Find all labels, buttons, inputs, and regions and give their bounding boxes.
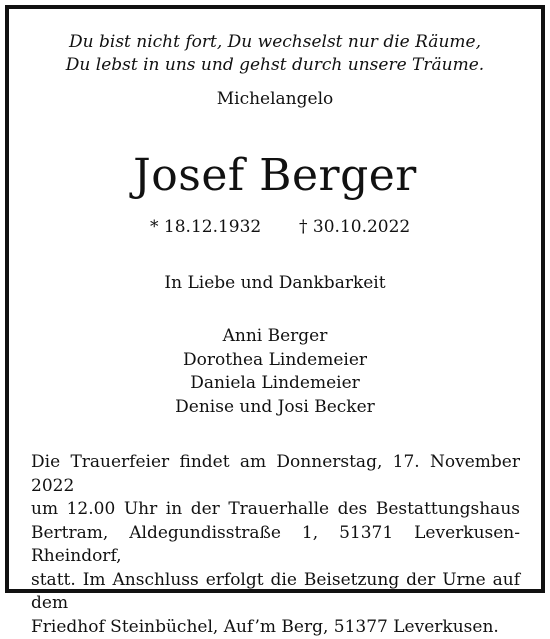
funeral-notice [31, 451, 520, 639]
gratitude-line: In Liebe und Dankbarkeit [0, 273, 550, 293]
mourner-name: Daniela Lindemeier [0, 372, 550, 396]
birth-date: * 18.12.1932 [150, 217, 261, 237]
mourner-name: Anni Berger [0, 325, 550, 349]
quote-line-1: Du bist nicht fort, Du wechselst nur die Räume, [0, 31, 550, 54]
notice-line: um 12.00 Uhr in der Trauerhalle des Bestattungshaus [31, 498, 520, 522]
notice-line: Die Trauerfeier findet am Donnerstag, 17. November 2022 [31, 451, 520, 498]
quote-author: Michelangelo [0, 89, 550, 109]
death-date: † 30.10.2022 [299, 217, 410, 237]
quote-line-2: Du lebst in uns und gehst durch unsere Träume. [0, 54, 550, 77]
notice-line: Bertram, Aldegundisstraße 1, 51371 Leverkusen-Rheindorf, [31, 522, 520, 569]
deceased-name: Josef Berger [0, 148, 550, 204]
mourner-name: Dorothea Lindemeier [0, 349, 550, 373]
mourners-list [0, 325, 550, 419]
notice-line: Friedhof Steinbüchel, Auf’m Berg, 51377 Leverkusen. [31, 616, 520, 639]
notice-line: statt. Im Anschluss erfolgt die Beisetzung der Urne auf dem [31, 569, 520, 616]
memorial-quote [0, 31, 550, 77]
mourner-name: Denise und Josi Becker [0, 396, 550, 420]
